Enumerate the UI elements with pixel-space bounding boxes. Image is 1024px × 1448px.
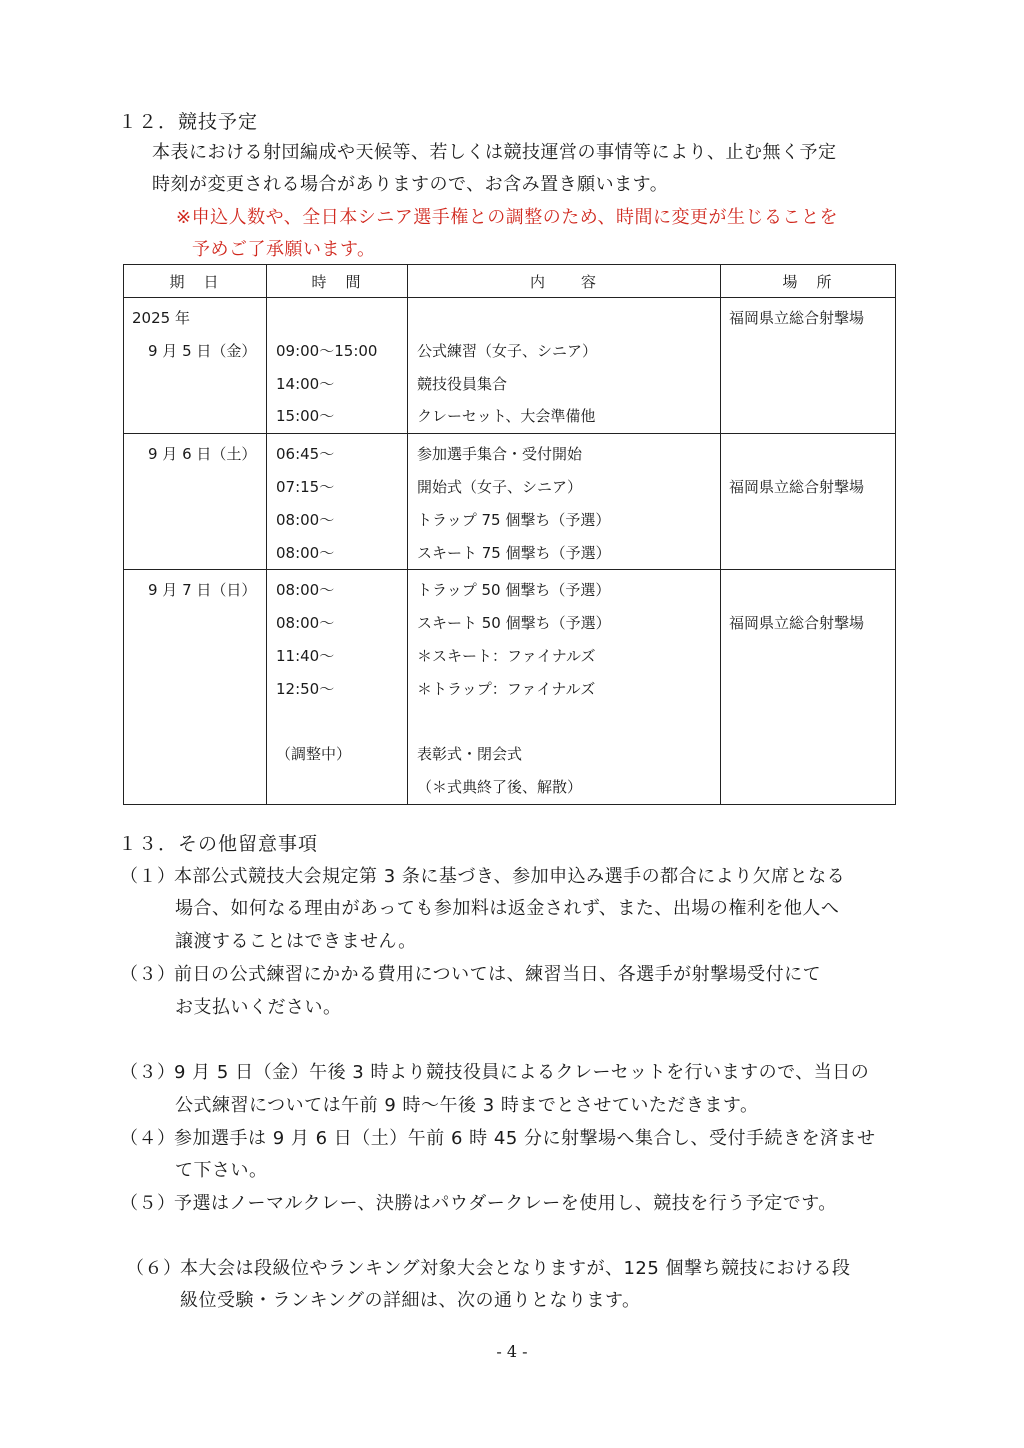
content-cell (408, 434, 721, 570)
table-header-row (124, 265, 896, 298)
content-line: ＊スキート：ファイナルズ (417, 646, 596, 665)
content-line: （＊式典終了後、解散） (417, 778, 583, 797)
page-number: - 4 - (496, 1342, 528, 1361)
content-line: スキート 50 個撃ち（予選） (417, 614, 611, 633)
item-text: 本大会は段級位やランキング対象大会となりますが、125 個撃ち競技における段 (180, 1258, 851, 1279)
time-cell (267, 298, 408, 434)
date-line: 9 月 7 日（日） (148, 581, 257, 600)
item-text: 譲渡することはできません。 (175, 931, 417, 952)
item-number: （１） (120, 866, 176, 887)
content-line: 表彰式・閉会式 (417, 745, 523, 764)
item-number: （３） (120, 1062, 176, 1083)
item-text: 参加選手は 9 月 6 日（土）午前 6 時 45 分に射撃場へ集合し、受付手続きを済ませ (174, 1128, 876, 1149)
list-item (120, 1058, 869, 1084)
table-row (124, 434, 896, 570)
header-time: 時 間 (267, 265, 408, 298)
item-number: （５） (120, 1193, 176, 1214)
list-item (120, 862, 845, 888)
place-line (721, 574, 895, 607)
header-content: 内 容 (408, 265, 721, 298)
time-line (267, 302, 407, 335)
content-line: スキート 75 個撃ち（予選） (417, 543, 611, 562)
time-line: 06:45～ (276, 445, 335, 464)
item-text: 前日の公式練習にかかる費用については、練習当日、各選手が射撃場受付にて (174, 964, 822, 985)
section12-note-line1: ※申込人数や、全日本シニア選手権との調整のため、時間に変更が生じることを (176, 207, 838, 228)
content-line: トラップ 50 個撃ち（予選） (417, 581, 611, 600)
list-item (120, 1124, 876, 1150)
content-line: 参加選手集合・受付開始 (417, 445, 583, 464)
place-cell (721, 434, 896, 570)
content-line: トラップ 75 個撃ち（予選） (417, 510, 611, 529)
date-line: 2025 年 (132, 309, 190, 327)
item-text: 予選はノーマルクレー、決勝はパウダークレーを使用し、競技を行う予定です。 (174, 1193, 837, 1214)
time-line (267, 706, 407, 739)
list-item (126, 1254, 851, 1280)
date-cell (124, 434, 267, 570)
content-line: ＊トラップ：ファイナルズ (417, 679, 596, 698)
date-cell (124, 298, 267, 434)
time-line: 07:15～ (276, 477, 335, 496)
time-line: 08:00～ (276, 510, 335, 529)
section12-para-line2: 時刻が変更される場合がありますので、お含み置き願います。 (152, 174, 669, 195)
table-row (124, 570, 896, 805)
content-cell (408, 570, 721, 805)
content-line: 競技役員集合 (417, 374, 508, 393)
time-line: 15:00～ (276, 407, 335, 426)
time-line: 09:00～15:00 (276, 341, 378, 360)
section12-para-line1: 本表における射団編成や天候等、若しくは競技運営の事情等により、止む無く予定 (152, 142, 837, 163)
place-line (721, 438, 895, 471)
date-cell (124, 570, 267, 805)
time-cell (267, 434, 408, 570)
item-text: 公式練習については午前 9 時～午後 3 時までとさせていただきます。 (175, 1095, 759, 1116)
content-line: クレーセット、大会準備他 (417, 407, 596, 426)
item-text: お支払いください。 (175, 997, 342, 1018)
time-line: （調整中） (276, 745, 352, 764)
item-number: （４） (120, 1128, 176, 1149)
header-place: 場 所 (721, 265, 896, 298)
content-cell (408, 298, 721, 434)
time-line (267, 771, 407, 804)
date-line: 9 月 5 日（金） (148, 341, 257, 360)
section12-heading: １２．競技予定 (118, 111, 259, 133)
place-cell (721, 298, 896, 434)
date-line: 9 月 6 日（土） (148, 445, 257, 464)
time-line: 08:00～ (276, 581, 335, 600)
content-line (408, 706, 720, 739)
place-line: 福岡県立総合射撃場 (729, 308, 865, 327)
list-item (120, 960, 821, 986)
item-number: （３） (120, 964, 176, 985)
item-text: 級位受験・ランキングの詳細は、次の通りとなります。 (180, 1290, 641, 1311)
table-row (124, 298, 896, 434)
place-line: 福岡県立総合射撃場 (729, 477, 865, 496)
item-number: （６） (126, 1258, 182, 1279)
content-line: 開始式（女子、シニア） (417, 477, 583, 496)
content-line: 公式練習（女子、シニア） (417, 341, 598, 360)
list-item (120, 1189, 837, 1215)
header-date: 期 日 (124, 265, 267, 298)
item-text: 9 月 5 日（金）午後 3 時より競技役員によるクレーセットを行いますので、当日の (174, 1062, 870, 1083)
schedule-table (123, 264, 896, 805)
item-text: て下さい。 (175, 1160, 268, 1181)
content-line (408, 302, 720, 335)
place-line: 福岡県立総合射撃場 (729, 614, 865, 633)
time-line: 14:00～ (276, 374, 335, 393)
section13-heading: １３．その他留意事項 (118, 833, 319, 855)
place-cell (721, 570, 896, 805)
time-line: 08:00～ (276, 543, 335, 562)
time-line: 08:00～ (276, 614, 335, 633)
item-text: 本部公式競技大会規定第 3 条に基づき、参加申込み選手の都合により欠席となる (174, 866, 846, 887)
item-text: 場合、如何なる理由があっても参加料は返金されず、また、出場の権利を他人へ (175, 898, 840, 919)
time-cell (267, 570, 408, 805)
time-line: 11:40～ (276, 646, 335, 665)
time-line: 12:50～ (276, 679, 335, 698)
section12-note-line2: 予めご了承願います。 (192, 239, 376, 260)
